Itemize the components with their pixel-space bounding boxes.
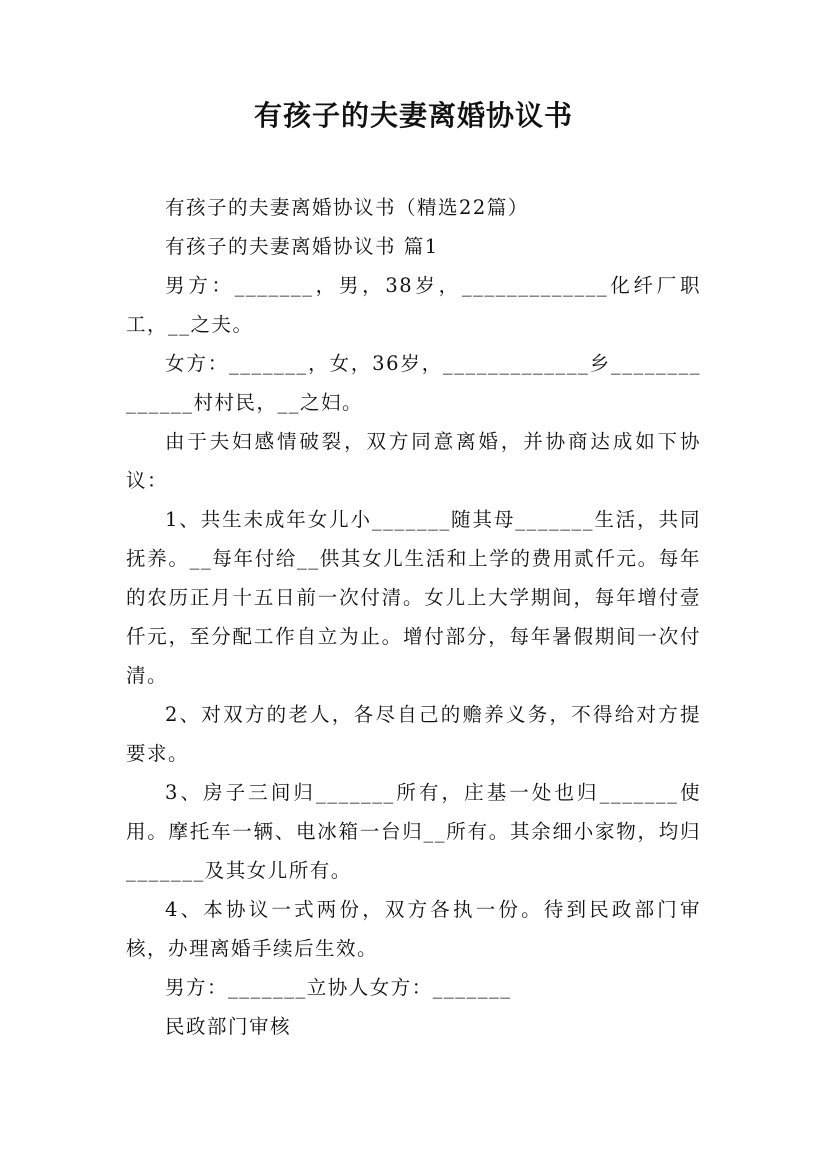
section-heading: 有孩子的夫妻离婚协议书 篇1: [165, 235, 439, 258]
male-party-paragraph: 男方：_______，男，38岁，_____________化纤厂职工，__之夫。: [126, 274, 701, 336]
clause-1-paragraph: 1、共生未成年女儿小_______随其母_______生活，共同抚养。__每年付给__供其女儿生活和上学的费用贰仟元。每年的农历正月十五日前一次付清。女儿上大学期间，每年增付壹仟元，至分配工作自立为止。增付部分，每年暑假期间一次付清。: [126, 508, 701, 687]
signature-line: 男方：_______立协人女方：_______: [165, 976, 512, 999]
clause-4-paragraph: 4、本协议一式两份，双方各执一份。待到民政部门审核，办理离婚手续后生效。: [126, 898, 701, 960]
clause-3-paragraph: 3、房子三间归_______所有，庄基一处也归_______使用。摩托车一辆、电冰箱一台归__所有。其余细小家物，均归_______及其女儿所有。: [126, 781, 701, 882]
agreement-intro-paragraph: 由于夫妇感情破裂，双方同意离婚，并协商达成如下协议：: [126, 430, 701, 492]
subtitle-paragraph: 有孩子的夫妻离婚协议书（精选22篇）: [165, 196, 529, 219]
document-body: [126, 188, 701, 1046]
clause-2-paragraph: 2、对双方的老人，各尽自己的赡养义务，不得给对方提要求。: [126, 703, 701, 765]
civil-affairs-review: 民政部门审核: [165, 1015, 292, 1038]
document-title: 有孩子的夫妻离婚协议书: [253, 99, 573, 132]
female-party-paragraph: 女方：_______，女，36岁，_____________乡______________村村民，__之妇。: [126, 352, 701, 414]
